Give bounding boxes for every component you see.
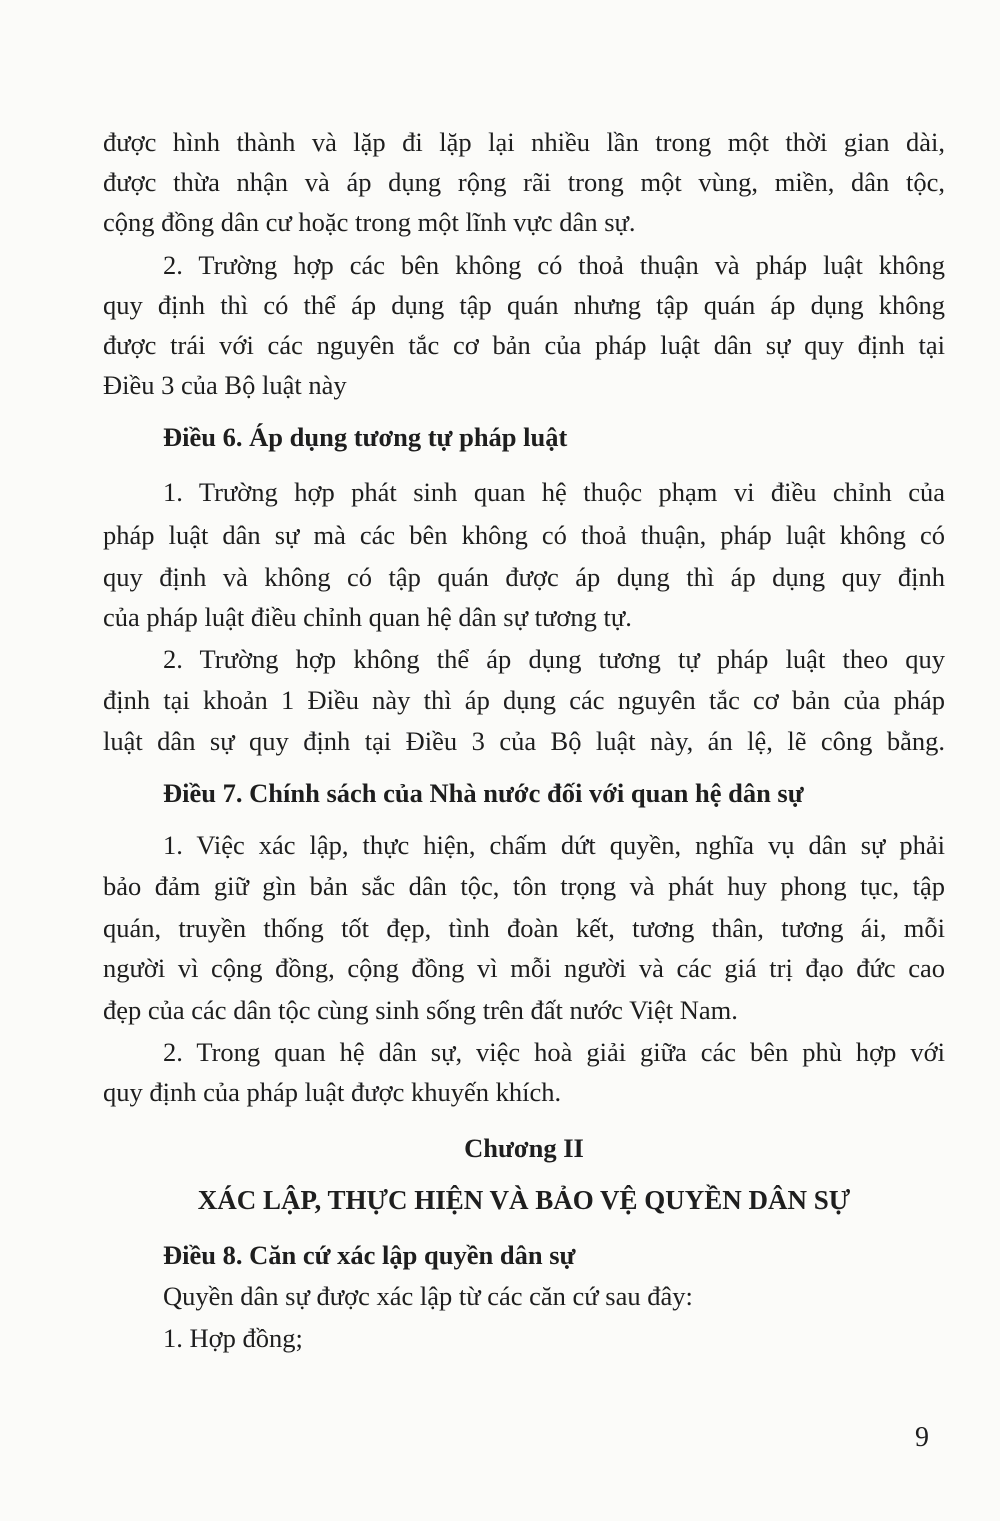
body-line: được thừa nhận và áp dụng rộng rãi trong một vùng, miền, dân tộc,: [103, 167, 945, 197]
body-line: được hình thành và lặp đi lặp lại nhiều lần trong một thời gian dài,: [103, 127, 945, 157]
body-line: định tại khoản 1 Điều này thì áp dụng các nguyên tắc cơ bản của pháp: [103, 685, 945, 715]
body-line: quy định của pháp luật được khuyến khích.: [103, 1077, 562, 1107]
body-line: cộng đồng dân cư hoặc trong một lĩnh vực dân sự.: [103, 207, 636, 237]
body-line: luật dân sự quy định tại Điều 3 của Bộ luật này, án lệ, lẽ công bằng.: [103, 726, 945, 756]
body-line: 2. Trường hợp các bên không có thoả thuận và pháp luật không: [163, 250, 945, 280]
body-line: 2. Trong quan hệ dân sự, việc hoà giải giữa các bên phù hợp với: [163, 1037, 945, 1067]
body-line: quán, truyền thống tốt đẹp, tình đoàn kết, tương thân, tương ái, mỗi: [103, 913, 945, 943]
article-heading: Điều 7. Chính sách của Nhà nước đối với quan hệ dân sự: [163, 778, 804, 808]
body-line: quy định thì có thể áp dụng tập quán nhưng tập quán áp dụng không: [103, 290, 945, 320]
body-line: pháp luật dân sự mà các bên không có thoả thuận, pháp luật không có: [103, 520, 945, 550]
body-line: của pháp luật điều chỉnh quan hệ dân sự tương tự.: [103, 602, 632, 632]
body-line: 1. Trường hợp phát sinh quan hệ thuộc phạm vi điều chỉnh của: [163, 477, 945, 507]
body-line: Quyền dân sự được xác lập từ các căn cứ sau đây:: [163, 1281, 693, 1311]
body-line: 2. Trường hợp không thể áp dụng tương tự pháp luật theo quy: [163, 644, 945, 674]
body-line: 1. Việc xác lập, thực hiện, chấm dứt quyền, nghĩa vụ dân sự phải: [163, 830, 945, 860]
body-line: bảo đảm giữ gìn bản sắc dân tộc, tôn trọng và phát huy phong tục, tập: [103, 871, 945, 901]
body-line: quy định và không có tập quán được áp dụng thì áp dụng quy định: [103, 562, 945, 592]
body-line: được trái với các nguyên tắc cơ bản của pháp luật dân sự quy định tại: [103, 330, 945, 360]
body-line: 1. Hợp đồng;: [163, 1323, 303, 1353]
body-line: người vì cộng đồng, cộng đồng vì mỗi người và các giá trị đạo đức cao: [103, 953, 945, 983]
page-number: 9: [915, 1422, 929, 1453]
body-line: đẹp của các dân tộc cùng sinh sống trên đất nước Việt Nam.: [103, 995, 738, 1025]
body-line: Điều 3 của Bộ luật này: [103, 370, 347, 400]
chapter-number: Chương II: [464, 1133, 584, 1163]
article-heading: Điều 8. Căn cứ xác lập quyền dân sự: [163, 1240, 576, 1270]
article-heading: Điều 6. Áp dụng tương tự pháp luật: [163, 422, 568, 452]
chapter-title: XÁC LẬP, THỰC HIỆN VÀ BẢO VỆ QUYỀN DÂN SỰ: [197, 1185, 851, 1215]
